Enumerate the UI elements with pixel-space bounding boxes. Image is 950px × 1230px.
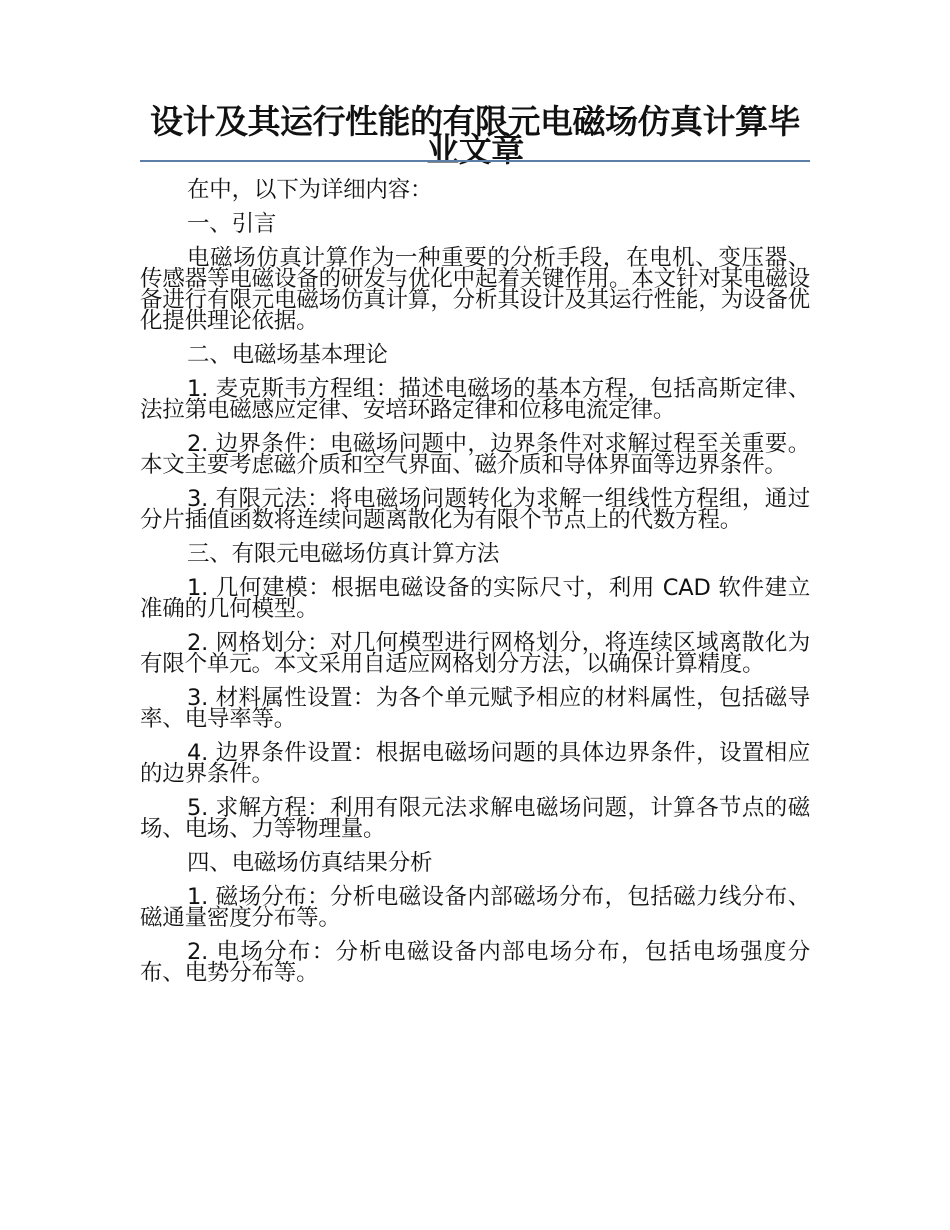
paragraph-magnetic-field: 1. 磁场分布：分析电磁设备内部磁场分布，包括磁力线分布、磁通量密度分布等。 bbox=[140, 884, 810, 931]
paragraph-meshing: 2. 网格划分：对几何模型进行网格划分，将连续区域离散化为有限个单元。本文采用自适应网格划分方法，以确保计算精度。 bbox=[140, 630, 810, 677]
paragraph-solve: 5. 求解方程：利用有限元法求解电磁场问题，计算各节点的磁场、电场、力等物理量。 bbox=[140, 795, 810, 842]
title-block bbox=[140, 102, 810, 169]
paragraph-fem: 3. 有限元法：将电磁场问题转化为求解一组线性方程组，通过分片插值函数将连续问题离散化为有限个节点上的代数方程。 bbox=[140, 486, 810, 533]
document-title: 设计及其运行性能的有限元电磁场仿真计算毕业文章 bbox=[150, 102, 800, 169]
section-heading-results: 四、电磁场仿真结果分析 bbox=[187, 850, 433, 876]
intro-line: 在中，以下为详细内容： bbox=[187, 177, 433, 203]
paragraph-material: 3. 材料属性设置：为各个单元赋予相应的材料属性，包括磁导率、电导率等。 bbox=[140, 685, 810, 732]
paragraph-maxwell: 1. 麦克斯韦方程组：描述电磁场的基本方程，包括高斯定律、法拉第电磁感应定律、安培环路定律和位移电流定律。 bbox=[140, 376, 810, 423]
paragraph-electric-field: 2. 电场分布：分析电磁设备内部电场分布，包括电场强度分布、电势分布等。 bbox=[140, 939, 810, 986]
paragraph-introduction: 电磁场仿真计算作为一种重要的分析手段，在电机、变压器、传感器等电磁设备的研发与优化中起着关键作用。本文针对某电磁设备进行有限元电磁场仿真计算，分析其设计及其运行性能，为设备优化提供理论依据。 bbox=[140, 245, 810, 334]
paragraph-boundary: 2. 边界条件：电磁场问题中，边界条件对求解过程至关重要。本文主要考虑磁介质和空气界面、磁介质和导体界面等边界条件。 bbox=[140, 431, 810, 478]
section-heading-introduction: 一、引言 bbox=[187, 211, 277, 237]
section-heading-theory: 二、电磁场基本理论 bbox=[187, 342, 388, 368]
title-divider bbox=[140, 160, 810, 162]
paragraph-boundary-setting: 4. 边界条件设置：根据电磁场问题的具体边界条件，设置相应的边界条件。 bbox=[140, 740, 810, 787]
paragraph-modeling: 1. 几何建模：根据电磁设备的实际尺寸，利用 CAD 软件建立准确的几何模型。 bbox=[140, 575, 810, 622]
document-body bbox=[140, 177, 810, 997]
section-heading-method: 三、有限元电磁场仿真计算方法 bbox=[187, 541, 500, 567]
